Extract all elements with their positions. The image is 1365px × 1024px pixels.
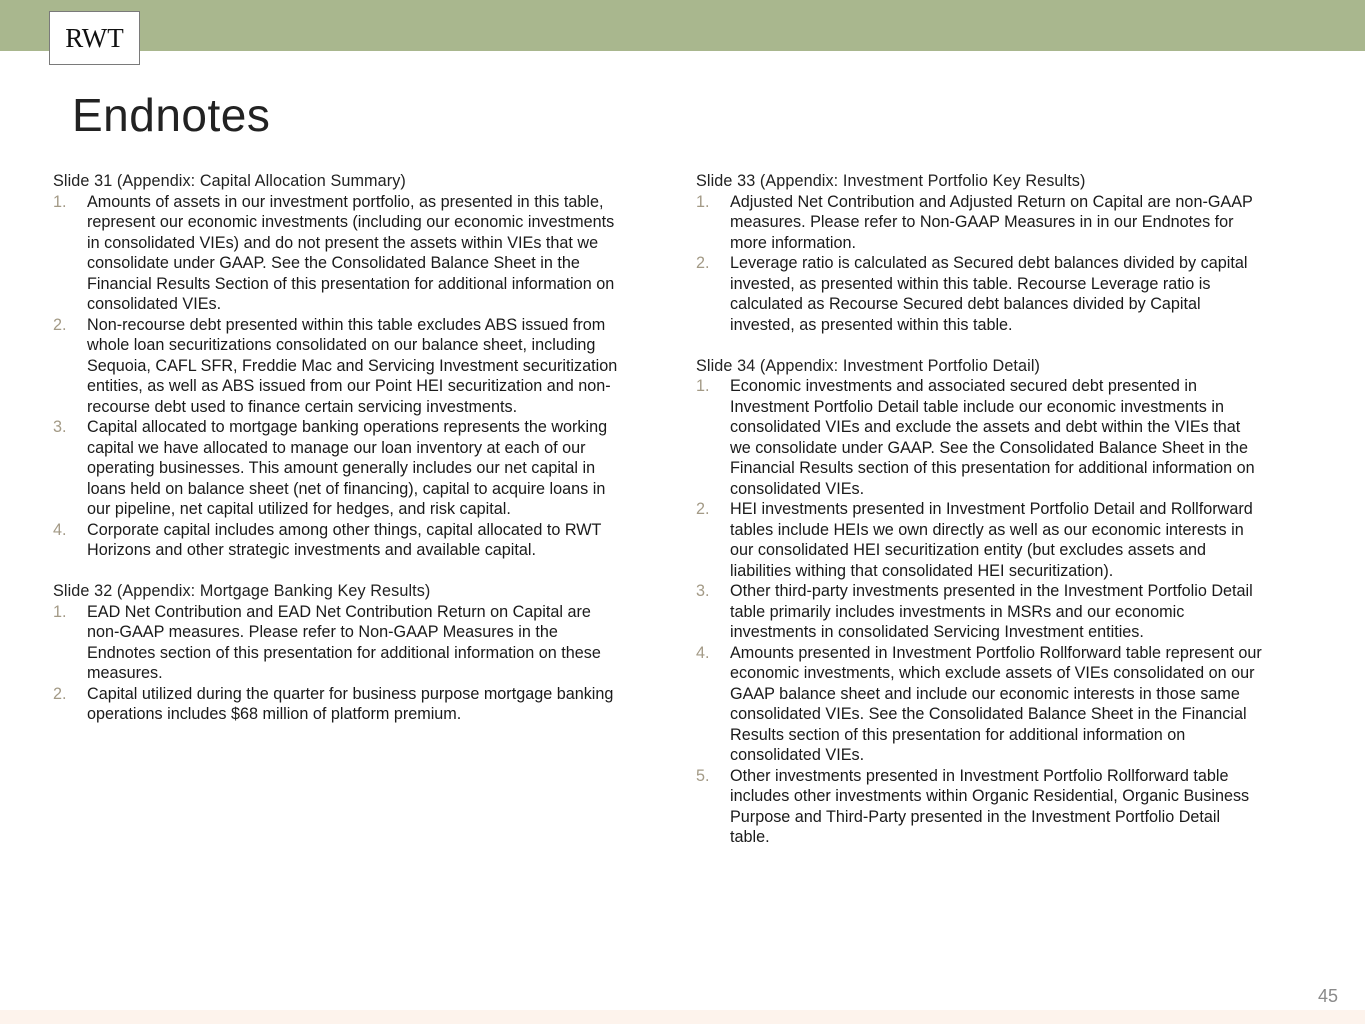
section-heading: Slide 34 (Appendix: Investment Portfolio Detail) [696, 356, 1041, 375]
endnote-text-line: tables include HEIs we own directly as well as our economic interests in [730, 520, 1244, 539]
endnote-text-line: HEI investments presented in Investment Portfolio Detail and Rollforward [730, 500, 1253, 518]
header-bar [0, 0, 1365, 51]
endnote-text-line: table. [730, 828, 770, 846]
endnote-text-line: Investment Portfolio Detail table include our economic investments in [730, 397, 1224, 416]
section-spacer [53, 561, 653, 582]
endnote-text-line: Endnotes section of this presentation for additional information on these [87, 643, 601, 662]
rwt-logo [49, 11, 140, 65]
endnote-item [53, 315, 653, 418]
endnote-item [53, 602, 653, 684]
section-heading: Slide 32 (Appendix: Mortgage Banking Key Results) [53, 582, 431, 600]
endnote-number: 1. [696, 377, 710, 395]
endnote-item [53, 192, 653, 315]
endnote-text-line: Adjusted Net Contribution and Adjusted Return on Capital are non-GAAP [730, 192, 1253, 211]
endnote-text-line: Capital utilized during the quarter for business purpose mortgage banking [87, 684, 614, 703]
endnote-text-line: Other third-party investments presented in the Investment Portfolio Detail [730, 582, 1253, 600]
endnote-text-line: in consolidated VIEs) and do not present the assets within VIEs that we [87, 233, 599, 252]
endnote-item [696, 581, 1296, 643]
endnote-text-line: Amounts of assets in our investment portfolio, as presented in this table, [87, 192, 604, 211]
endnote-item [53, 520, 653, 561]
endnote-text-line: Horizons and other strategic investments and available capital. [87, 541, 536, 559]
endnote-number: 2. [53, 315, 67, 334]
endnote-text-line: recourse debt used to finance certain servicing investments. [87, 397, 518, 416]
endnote-number: 1. [53, 192, 67, 211]
endnote-text-line: non-GAAP measures. Please refer to Non-GAAP Measures in the [87, 623, 558, 641]
endnote-text-line: EAD Net Contribution and EAD Net Contribution Return on Capital are [87, 602, 591, 621]
endnote-section [696, 171, 1296, 335]
endnote-text-line: consolidated VIEs. See the Consolidated Balance Sheet in the Financial [730, 705, 1247, 723]
endnote-text-line: Purpose and Third-Party presented in the Investment Portfolio Detail [730, 807, 1221, 826]
left-column [53, 171, 653, 725]
endnote-item [53, 417, 653, 520]
endnote-text-line: entities, as well as ABS issued from our Point HEI securitization and non- [87, 377, 611, 395]
endnote-text-line: Results section of this presentation for additional information on [730, 725, 1186, 744]
endnote-text-line: measures. [87, 664, 163, 682]
endnote-text-line: more information. [730, 233, 856, 252]
endnote-text-line: Financial Results section of this presentation for additional information on [730, 459, 1255, 477]
endnote-text-line: GAAP balance sheet and include our economic interests in those same [730, 684, 1240, 703]
endnote-section [53, 581, 653, 725]
section-heading: Slide 33 (Appendix: Investment Portfolio Key Results) [696, 172, 1086, 190]
endnote-text-line: Leverage ratio is calculated as Secured debt balances divided by capital [730, 254, 1248, 272]
endnote-text-line: table primarily includes investments in MSRs and our economic [730, 602, 1185, 621]
endnote-text-line: loans held on balance sheet (net of financing), capital to acquire loans in [87, 479, 606, 498]
endnote-text-line: economic investments, which exclude assets of VIEs consolidated on our [730, 664, 1255, 682]
endnote-text-line: invested, as presented within this table. [730, 315, 1013, 334]
page-title: Endnotes [72, 89, 271, 141]
endnote-text-line: Capital allocated to mortgage banking operations represents the working [87, 418, 608, 436]
endnote-text-line: capital we have allocated to manage our loan inventory at each of our [87, 438, 586, 457]
endnote-number: 2. [696, 254, 710, 272]
endnote-text-line: invested, as presented within this table. Recourse Leverage ratio is [730, 274, 1211, 293]
endnote-text-line: Corporate capital includes among other things, capital allocated to RWT [87, 520, 602, 539]
endnote-text-line: measures. Please refer to Non-GAAP Measures in in our Endnotes for [730, 213, 1234, 231]
endnote-text-line: consolidated VIEs. [730, 479, 865, 498]
endnote-item [696, 376, 1296, 499]
endnote-number: 3. [696, 582, 710, 600]
endnote-item [696, 192, 1296, 254]
endnote-number: 1. [696, 192, 710, 211]
endnote-text-line: calculated as Recourse Secured debt balances divided by Capital [730, 295, 1201, 313]
page-number: 45 [1317, 986, 1338, 1006]
logo-text: RWT [65, 22, 124, 53]
endnote-text-line: our pipeline, net capital utilized for hedges, and risk capital. [87, 500, 511, 518]
endnote-text-line: Other investments presented in Investment Portfolio Rollforward table [730, 766, 1229, 785]
endnote-text-line: consolidate under GAAP. See the Consolidated Balance Sheet in the [87, 254, 580, 272]
endnote-text-line: Sequoia, CAFL SFR, Freddie Mac and Servicing Investment securitization [87, 356, 618, 375]
endnote-item [696, 253, 1296, 335]
endnote-number: 1. [53, 602, 67, 621]
endnote-text-line: consolidated VIEs. [87, 295, 222, 313]
endnote-number: 2. [53, 684, 67, 703]
endnote-text-line: includes other investments within Organic Residential, Organic Business [730, 787, 1250, 805]
endnote-number: 5. [696, 766, 710, 785]
endnote-text-line: investments in consolidated Servicing Investment entities. [730, 623, 1144, 641]
endnote-text-line: Non-recourse debt presented within this table excludes ABS issued from [87, 315, 606, 334]
endnote-section [696, 356, 1296, 848]
endnote-text-line: our consolidated HEI securitization entity (but excludes assets and [730, 541, 1206, 559]
endnote-text-line: consolidated VIEs. [730, 746, 865, 764]
endnote-number: 2. [696, 500, 710, 518]
section-spacer [696, 335, 1296, 356]
endnote-item [696, 643, 1296, 766]
endnote-text-line: whole loan securitizations consolidated on our balance sheet, including [87, 336, 596, 354]
endnote-text-line: Financial Results Section of this presentation for additional information on [87, 274, 615, 293]
endnote-number: 3. [53, 418, 67, 436]
endnote-text-line: operating businesses. This amount generally includes our net capital in [87, 459, 596, 477]
endnote-item [696, 499, 1296, 581]
footer-bar [0, 1010, 1365, 1024]
endnote-section [53, 171, 653, 561]
endnote-number: 4. [53, 520, 67, 539]
endnote-item [696, 766, 1296, 848]
endnote-text-line: consolidated VIEs and exclude the assets and debt within the VIEs that [730, 418, 1241, 436]
endnote-text-line: liabilities withing that consolidated HEI securitization). [730, 561, 1114, 580]
endnote-text-line: Amounts presented in Investment Portfolio Rollforward table represent our [730, 643, 1262, 662]
right-column [696, 171, 1296, 848]
endnote-text-line: operations includes $68 million of platform premium. [87, 705, 462, 723]
endnote-text-line: we consolidate under GAAP. See the Consolidated Balance Sheet in the [730, 438, 1249, 457]
endnote-text-line: represent our economic investments (including our economic investments [87, 213, 615, 231]
endnote-text-line: Economic investments and associated secured debt presented in [730, 377, 1198, 395]
section-heading: Slide 31 (Appendix: Capital Allocation Summary) [53, 172, 406, 190]
endnote-item [53, 684, 653, 725]
endnote-number: 4. [696, 643, 710, 662]
